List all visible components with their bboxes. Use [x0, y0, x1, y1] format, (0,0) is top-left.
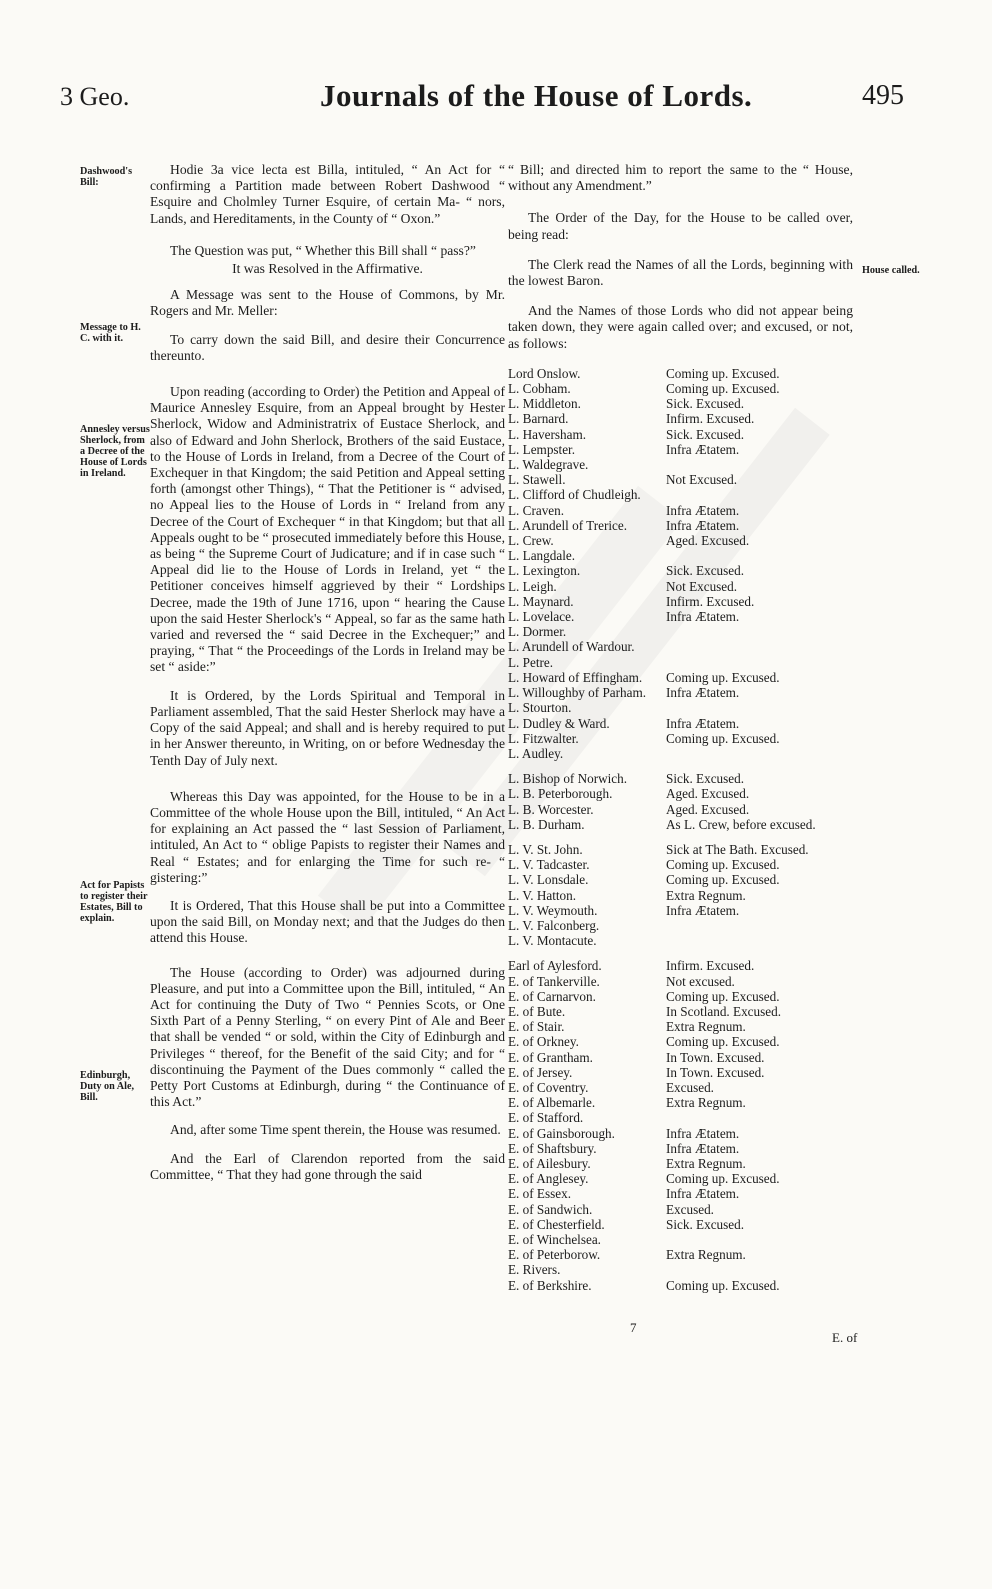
lord-row: [508, 842, 853, 857]
lord-name: E. of Stair.: [508, 1019, 565, 1035]
lord-status: Infirm. Excused.: [666, 593, 755, 609]
lord-status: Sick. Excused.: [666, 1216, 745, 1232]
lord-status: Coming up. Excused.: [666, 730, 780, 746]
lord-name: L. Arundell of Trerice.: [508, 517, 628, 533]
lord-status: Extra Regnum.: [666, 1019, 746, 1035]
lord-status: [666, 1110, 853, 1125]
lord-name: L. Howard of Effingham.: [508, 669, 643, 685]
lord-name: E. of Berkshire.: [508, 1277, 592, 1293]
lord-name: E. of Anglesey.: [508, 1171, 589, 1187]
lord-row: [508, 1247, 853, 1262]
group-gap: [508, 832, 853, 842]
paragraph-resolved: It was Resolved in the Affirmative.: [232, 261, 423, 277]
lord-status: Infra Ætatem.: [666, 1140, 740, 1156]
lord-status: [666, 933, 853, 948]
lord-status: [666, 457, 853, 472]
lord-status: Coming up. Excused.: [666, 988, 780, 1004]
lord-name: L. Waldegrave.: [508, 457, 589, 473]
lord-status: [666, 655, 853, 670]
lord-name: E. of Sandwich.: [508, 1201, 593, 1217]
lord-status: Sick. Excused.: [666, 426, 745, 442]
lord-name: E. of Coventry.: [508, 1079, 589, 1095]
margin-note-annesley: Annesley versus Sherlock, from a Decree of the House of Lords in Ireland.: [80, 424, 150, 479]
lord-status: Extra Regnum.: [666, 1095, 746, 1111]
lord-status: Not Excused.: [666, 578, 738, 594]
lord-row: [508, 1262, 853, 1277]
lord-row: [508, 548, 853, 563]
paragraph-names-called: And the Names of those Lords who did not appear being taken down, they were again called over; and excused, or not, as follows:: [508, 303, 853, 351]
lord-row: [508, 1004, 853, 1019]
lord-name: L. Dudley & Ward.: [508, 715, 610, 731]
lord-status: Coming up. Excused.: [666, 1171, 780, 1187]
paragraph-dashwood-bill: Hodie 3a vice lecta est Billa, intituled, “ An Act for “ confirming a Partition made between Robert Dashwood “ Esquire and Cholmley Turner Esquire, of certain Ma- “ nors, Lands, and Hereditaments, in the County of “ Oxon.”: [150, 162, 505, 226]
margin-note-message: Message to H. C. with it.: [80, 322, 141, 344]
lord-name: L. B. Durham.: [508, 816, 585, 832]
lord-status: Infra Ætatem.: [666, 502, 740, 518]
lords-roll-table: [508, 366, 853, 1293]
lord-row: [508, 903, 853, 918]
lord-status: Infra Ætatem.: [666, 715, 740, 731]
lord-name: E. of Bute.: [508, 1003, 566, 1019]
lord-row: [508, 746, 853, 761]
lord-status: Infra Ætatem.: [666, 1186, 740, 1202]
lord-name: E. of Carnarvon.: [508, 988, 596, 1004]
header-title: Journals of the House of Lords.: [320, 78, 753, 113]
lord-row: [508, 503, 853, 518]
lord-name: L. Craven.: [508, 502, 565, 518]
lord-status: Coming up. Excused.: [666, 1277, 780, 1293]
lord-status: Infirm. Excused.: [666, 958, 755, 974]
lord-row: [508, 786, 853, 801]
lord-name: E. of Gainsborough.: [508, 1125, 615, 1141]
catchword: E. of: [832, 1330, 858, 1345]
lord-status: In Town. Excused.: [666, 1049, 765, 1065]
margin-note-house-called: House called.: [862, 265, 920, 276]
lord-row: [508, 1278, 853, 1293]
lord-name: L. Crew.: [508, 533, 554, 549]
lord-row: [508, 872, 853, 887]
lord-name: E. of Orkney.: [508, 1034, 579, 1050]
lord-status: In Town. Excused.: [666, 1064, 765, 1080]
lord-status: [666, 624, 853, 639]
lord-name: E. of Shaftsbury.: [508, 1140, 597, 1156]
margin-note-dashwood: Dashwood's Bill:: [80, 166, 133, 188]
lord-row: [508, 716, 853, 731]
lord-name: E. Rivers.: [508, 1262, 561, 1278]
lord-status: Coming up. Excused.: [666, 365, 780, 381]
lord-name: L. Stawell.: [508, 472, 566, 488]
lord-row: [508, 731, 853, 746]
lord-name: L. Barnard.: [508, 411, 569, 427]
lord-row: [508, 670, 853, 685]
paragraph-order-sherlock: It is Ordered, by the Lords Spiritual and Temporal in Parliament assembled, That the said Hester Sherlock may have a Copy of the said Appeal; and shall and is hereby required to put in her Answer thereunto, in Writing, on or before Wednesday the Tenth Day of July next.: [150, 687, 505, 768]
lord-name: Lord Onslow.: [508, 365, 581, 381]
group-gap: [508, 761, 853, 771]
lord-name: L. Stourton.: [508, 700, 572, 716]
paragraph-concurrence: To carry down the said Bill, and desire their Concurrence thereunto.: [150, 331, 505, 363]
lord-row: [508, 685, 853, 700]
lord-status: Aged. Excused.: [666, 801, 750, 817]
lord-status: Coming up. Excused.: [666, 669, 780, 685]
lord-name: L. Maynard.: [508, 593, 574, 609]
margin-note-papists: Act for Papists to register their Estates, Bill to explain.: [80, 880, 148, 924]
lord-status: [666, 746, 853, 761]
lord-name: E. of Chesterfield.: [508, 1216, 605, 1232]
lord-status: Sick. Excused.: [666, 396, 745, 412]
lord-name: L. Cobham.: [508, 381, 571, 397]
paragraph-annesley-appeal: Upon reading (according to Order) the Petition and Appeal of Maurice Annesley Esquire, from an Appeal brought by Hester Sherlock, Widow and Administratrix of Eustace Sherlock, and also of Edward and John Sherlock, Brothers of the said Eustace, to the House of Lords in Ireland, from a Decree of the Court of Exchequer in that Kingdom; the said Petition and Appeal setting forth (amongst other Things), “ That the Petitioner is “ advised, no Appeal lies to the House of Lords in “ Ireland from any Decree of the Court of Exchequer “ in that Kingdom; but that all Appeals ought to be “ prosecuted immediately before this House, as being “ the Supreme Court of Judicature; and if in case such “ Appeal did lie to the House of Lords in Ireland, yet “ the Petitioner conceives himself aggrieved by their “ Lordships Decree, made the 19th of June 1716, upon “ hearing the Cause upon the said Hester Sherlock's “ Appeal, so far as the same hath varied and reversed the “ said Decree in the Exchequer;” and praying, “ That “ the Proceedings of the Lords in Ireland may be set “ aside:”: [150, 384, 505, 675]
lord-status: Coming up. Excused.: [666, 857, 780, 873]
lord-name: L. Langdale.: [508, 548, 576, 564]
lord-status: [666, 639, 853, 654]
lord-name: E. of Peterborow.: [508, 1247, 601, 1263]
lord-status: Extra Regnum.: [666, 1247, 746, 1263]
lord-row: [508, 771, 853, 786]
lord-status: Infra Ætatem.: [666, 441, 740, 457]
lord-row: [508, 472, 853, 487]
lord-row: [508, 974, 853, 989]
lord-name: L. Middleton.: [508, 396, 581, 412]
lord-status: Aged. Excused.: [666, 786, 750, 802]
header-regnal-year: 3 Geo.: [60, 82, 130, 111]
lord-row: [508, 1171, 853, 1186]
lord-name: L. Audley.: [508, 745, 564, 761]
lord-status: Infra Ætatem.: [666, 902, 740, 918]
margin-note-edinburgh: Edinburgh, Duty on Ale, Bill.: [80, 1070, 135, 1103]
lord-row: [508, 624, 853, 639]
lord-row: [508, 1186, 853, 1201]
lord-name: L. V. Hatton.: [508, 887, 577, 903]
lord-row: [508, 989, 853, 1004]
lord-row: [508, 888, 853, 903]
lord-name: E. of Jersey.: [508, 1064, 573, 1080]
lord-name: L. Willoughby of Parham.: [508, 685, 647, 701]
lord-status: Coming up. Excused.: [666, 381, 780, 397]
lord-name: L. V. Falconberg.: [508, 917, 600, 933]
lord-name: L. Lovelace.: [508, 609, 575, 625]
paragraph-edinburgh-bill: The House (according to Order) was adjourned during Pleasure, and put into a Committee upon the Bill, intituled, “ An Act for continuing the Duty of Two “ Pennies Scots, or One Sixth Part of a Penny Sterling, “ on every Pint of Ale and Beer that shall be vended “ or sold, within the City of Edinburgh and Privileges “ thereof, for the Benefit of the said City; and for “ discontinuing the Payment of the Dues commonly “ called the Petty Port Customs at Edinburgh, during “ the Continuance of this Act.”: [150, 964, 505, 1110]
lord-status: Extra Regnum.: [666, 887, 746, 903]
lord-status: Infra Ætatem.: [666, 517, 740, 533]
lord-name: L. Leigh.: [508, 578, 557, 594]
paragraph-resumed: And, after some Time spent therein, the House was resumed.: [170, 1122, 501, 1138]
paragraph-bill-report: “ Bill; and directed him to report the same to the “ House, without any Amendment.”: [508, 162, 853, 194]
lord-row: [508, 594, 853, 609]
lord-row: [508, 1110, 853, 1125]
lord-name: L. V. Lonsdale.: [508, 872, 589, 888]
lord-name: L. V. Weymouth.: [508, 902, 598, 918]
lord-row: [508, 1232, 853, 1247]
lord-row: [508, 1019, 853, 1034]
lord-name: L. Bishop of Norwich.: [508, 771, 628, 787]
right-column: [508, 162, 853, 1293]
lord-name: L. Lempster.: [508, 441, 576, 457]
lord-name: E. of Albemarle.: [508, 1095, 596, 1111]
paragraph-question: The Question was put, “ Whether this Bill shall “ pass?”: [170, 242, 476, 258]
lord-name: L. V. Tadcaster.: [508, 857, 590, 873]
lord-status: Coming up. Excused.: [666, 872, 780, 888]
lord-row: [508, 396, 853, 411]
lord-status: Sick. Excused.: [666, 771, 745, 787]
lord-name: E. of Winchelsea.: [508, 1232, 601, 1247]
lord-row: [508, 639, 853, 654]
lord-row: [508, 857, 853, 872]
lord-row: [508, 1156, 853, 1171]
paragraph-papists-bill: Whereas this Day was appointed, for the House to be in a Committee of the whole House upon the Bill, intituled, “ An Act for explaining an Act passed the “ last Session of Parliament, intituled, An Act to “ oblige Papists to register their Names and Real “ Estates; and for enlarging the Time for such re- “ gistering:”: [150, 788, 505, 885]
paragraph-order-committee: It is Ordered, That this House shall be put into a Committee upon the said Bill, on Monday next; and that the Judges do then attend this House.: [150, 897, 505, 946]
lord-status: Infra Ætatem.: [666, 609, 740, 625]
lord-status: [666, 918, 853, 933]
lord-row: [508, 1065, 853, 1080]
lord-row: [508, 1141, 853, 1156]
lord-name: E. of Grantham.: [508, 1049, 593, 1065]
lord-row: [508, 366, 853, 381]
lord-row: [508, 655, 853, 670]
lord-name: L. Haversham.: [508, 426, 586, 442]
lord-name: L. Fitzwalter.: [508, 730, 579, 746]
lord-row: [508, 933, 853, 948]
paragraph-clarendon-report: And the Earl of Clarendon reported from the said Committee, “ That they had gone through the said: [150, 1150, 505, 1182]
lord-row: [508, 802, 853, 817]
lord-name: E. of Essex.: [508, 1186, 571, 1202]
lord-status: Sick at The Bath. Excused.: [666, 841, 809, 857]
lord-name: L. B. Worcester.: [508, 801, 594, 817]
lord-name: L. Petre.: [508, 654, 554, 670]
lord-row: [508, 918, 853, 933]
lord-status: As L. Crew, before excused.: [666, 816, 816, 832]
lord-name: L. V. Montacute.: [508, 933, 597, 949]
lord-status: Excused.: [666, 1201, 714, 1217]
lord-row: [508, 1126, 853, 1141]
lord-name: E. of Ailesbury.: [508, 1155, 591, 1171]
lord-status: Coming up. Excused.: [666, 1034, 780, 1050]
lord-status: [666, 487, 853, 502]
lord-name: L. B. Peterborough.: [508, 786, 613, 802]
lord-row: [508, 700, 853, 715]
lord-row: [508, 1080, 853, 1095]
lord-row: [508, 411, 853, 426]
paragraph-order-of-day: The Order of the Day, for the House to be called over, being read:: [508, 210, 853, 242]
lord-name: E. of Stafford.: [508, 1110, 584, 1126]
lord-name: Earl of Aylesford.: [508, 958, 602, 974]
lord-row: [508, 579, 853, 594]
group-gap: [508, 948, 853, 958]
paragraph-message: A Message was sent to the House of Commons, by Mr. Rogers and Mr. Meller:: [150, 287, 505, 319]
lord-status: Not excused.: [666, 973, 735, 989]
lord-row: [508, 381, 853, 396]
lord-status: Infirm. Excused.: [666, 411, 755, 427]
page-header: [0, 74, 992, 124]
paragraph-clerk-read: The Clerk read the Names of all the Lords, beginning with the lowest Baron.: [508, 256, 853, 289]
lord-name: L. Dormer.: [508, 624, 567, 640]
lord-status: In Scotland. Excused.: [666, 1003, 781, 1019]
left-column: [150, 162, 505, 1197]
lord-row: [508, 1095, 853, 1110]
lord-name: L. Arundell of Wardour.: [508, 639, 635, 655]
lord-name: L. V. St. John.: [508, 841, 583, 857]
lord-row: [508, 518, 853, 533]
lord-row: [508, 442, 853, 457]
signature-mark: 7: [630, 1320, 637, 1335]
lord-row: [508, 1217, 853, 1232]
lord-row: [508, 1050, 853, 1065]
lord-row: [508, 457, 853, 472]
lord-row: [508, 487, 853, 502]
lord-row: [508, 609, 853, 624]
lord-status: [666, 1262, 853, 1277]
lord-status: Not Excused.: [666, 472, 738, 488]
lord-status: Infra Ætatem.: [666, 685, 740, 701]
lord-row: [508, 1034, 853, 1049]
lord-row: [508, 817, 853, 832]
lord-status: Extra Regnum.: [666, 1155, 746, 1171]
lord-row: [508, 1202, 853, 1217]
lord-name: L. Lexington.: [508, 563, 581, 579]
lord-status: [666, 700, 853, 715]
lord-name: L. Clifford of Chudleigh.: [508, 487, 641, 503]
page-number: 495: [862, 80, 904, 111]
lord-row: [508, 427, 853, 442]
lord-status: Excused.: [666, 1079, 714, 1095]
lord-row: [508, 563, 853, 578]
lord-status: Infra Ætatem.: [666, 1125, 740, 1141]
lord-name: E. of Tankerville.: [508, 973, 600, 989]
lord-row: [508, 533, 853, 548]
lord-row: [508, 958, 853, 973]
lord-status: Sick. Excused.: [666, 563, 745, 579]
lord-status: [666, 548, 853, 563]
lord-status: [666, 1232, 853, 1247]
lord-status: Aged. Excused.: [666, 533, 750, 549]
